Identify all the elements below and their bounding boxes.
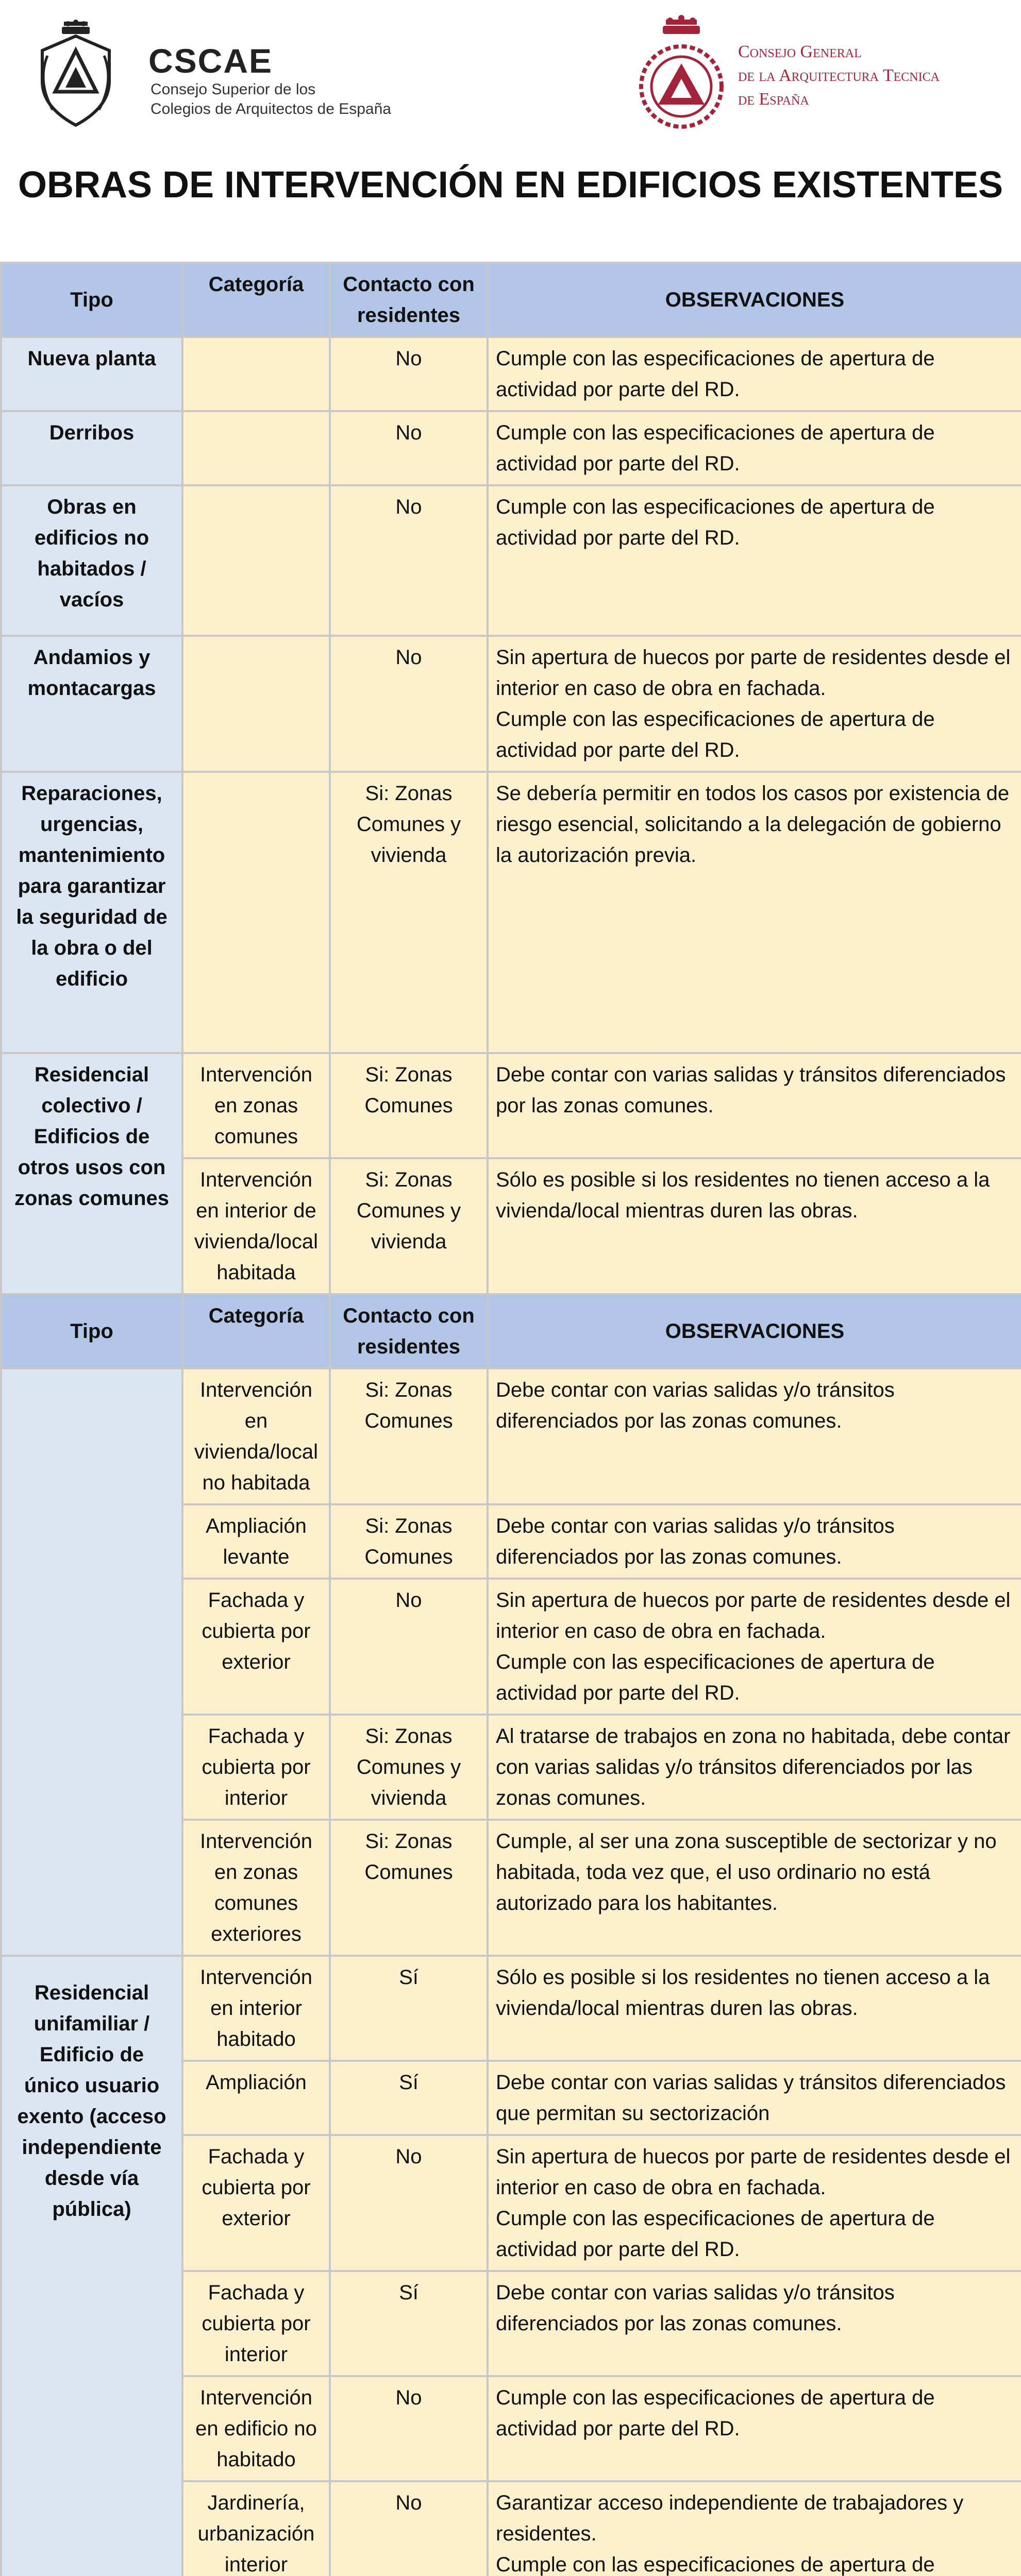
row-contacto: No <box>330 1579 488 1715</box>
observation-line: Cumple con las especificaciones de apertura de actividad por parte del RD. <box>496 2207 935 2261</box>
table-row <box>1 636 1021 772</box>
col-header-categoria: Categoría <box>182 263 330 337</box>
row-categoria <box>182 337 330 411</box>
table-header-row <box>1 263 1021 337</box>
row-observaciones: Se debería permitir en todos los casos por existencia de riesgo esencial, solicitando a la delegación de gobierno la autorización previa. <box>488 772 1021 1053</box>
row-contacto: Sí <box>330 2061 488 2135</box>
observation-line: Cumple con las especificaciones de apertura de actividad por parte del RD. <box>496 708 935 761</box>
row-categoria: Fachada y cubierta por exterior <box>182 2135 330 2271</box>
row-contacto: Sí <box>330 1956 488 2061</box>
row-categoria: Fachada y cubierta por interior <box>182 1715 330 1820</box>
row-observaciones: Cumple con las especificaciones de apertura de actividad por parte del RD. <box>488 2376 1021 2481</box>
col-header-contacto: Contacto con residentes <box>330 1294 488 1368</box>
table-row <box>1 485 1021 636</box>
row-tipo-empty <box>1 1368 182 1956</box>
row-contacto: Si: Zonas Comunes y vivienda <box>330 772 488 1053</box>
cgate-logo-text: Consejo General de la Arquitectura Tecnica de España <box>738 42 940 109</box>
table-row <box>1 1368 1021 1504</box>
row-tipo: Residencial unifamiliar / Edificio de único usuario exento (acceso independiente desde vía pública) <box>1 1956 182 2576</box>
table-header-row <box>1 1294 1021 1368</box>
row-observaciones: Cumple con las especificaciones de apertura de actividad por parte del RD. <box>488 337 1021 411</box>
row-categoria <box>182 411 330 485</box>
row-categoria: Fachada y cubierta por exterior <box>182 1579 330 1715</box>
row-observaciones: Debe contar con varias salidas y/o tránsitos diferenciados por las zonas comunes. <box>488 2271 1021 2376</box>
row-contacto: Sí <box>330 2271 488 2376</box>
col-header-observaciones: OBSERVACIONES <box>488 1294 1021 1368</box>
row-categoria: Ampliación <box>182 2061 330 2135</box>
col-header-tipo: Tipo <box>1 1294 182 1368</box>
row-categoria: Intervención en zonas comunes exteriores <box>182 1820 330 1956</box>
row-observaciones: Sólo es posible si los residentes no tienen acceso a la vivienda/local mientras duren las obras. <box>488 1158 1021 1294</box>
observation-line: Garantizar acceso independiente de trabajadores y residentes. <box>496 2492 964 2545</box>
row-observaciones: Sólo es posible si los residentes no tienen acceso a la vivienda/local mientras duren las obras. <box>488 1956 1021 2061</box>
table-row <box>1 337 1021 411</box>
row-contacto: No <box>330 485 488 636</box>
row-contacto: No <box>330 2135 488 2271</box>
row-categoria: Intervención en zonas comunes <box>182 1053 330 1158</box>
page-title: OBRAS DE INTERVENCIÓN EN EDIFICIOS EXISTENTES <box>18 164 1003 206</box>
row-observaciones: Debe contar con varias salidas y/o tránsitos diferenciados por las zonas comunes. <box>488 1504 1021 1579</box>
row-tipo: Residencial colectivo / Edificios de otros usos con zonas comunes <box>1 1053 182 1294</box>
row-contacto: Si: Zonas Comunes <box>330 1820 488 1956</box>
col-header-tipo: Tipo <box>1 263 182 337</box>
row-categoria: Intervención en vivienda/local no habitada <box>182 1368 330 1504</box>
row-contacto: Si: Zonas Comunes <box>330 1368 488 1504</box>
row-observaciones: Cumple, al ser una zona susceptible de sectorizar y no habitada, toda vez que, el uso ordinario no está autorizado para los habitantes. <box>488 1820 1021 1956</box>
row-tipo: Derribos <box>1 411 182 485</box>
row-observaciones <box>488 2481 1021 2576</box>
row-categoria: Intervención en edificio no habitado <box>182 2376 330 2481</box>
row-observaciones <box>488 636 1021 772</box>
row-observaciones: Debe contar con varias salidas y tránsitos diferenciados que permitan su sectorización <box>488 2061 1021 2135</box>
row-observaciones: Al tratarse de trabajos en zona no habitada, debe contar con varias salidas y/o tránsitos diferenciados por las zonas comunes. <box>488 1715 1021 1820</box>
row-categoria: Fachada y cubierta por interior <box>182 2271 330 2376</box>
row-categoria: Jardinería, urbanización interior <box>182 2481 330 2576</box>
row-contacto: No <box>330 337 488 411</box>
row-contacto: Si: Zonas Comunes y vivienda <box>330 1158 488 1294</box>
row-observaciones: Cumple con las especificaciones de apertura de actividad por parte del RD. <box>488 411 1021 485</box>
row-categoria: Intervención en interior habitado <box>182 1956 330 2061</box>
observation-line: Sin apertura de huecos por parte de residentes desde el interior en caso de obra en fachada. <box>496 646 1011 700</box>
col-header-contacto: Contacto con residentes <box>330 263 488 337</box>
table-row <box>1 1053 1021 1158</box>
row-contacto: No <box>330 2376 488 2481</box>
row-categoria <box>182 772 330 1053</box>
row-tipo: Andamios y montacargas <box>1 636 182 772</box>
row-categoria <box>182 485 330 636</box>
row-categoria <box>182 636 330 772</box>
observation-line: Sin apertura de huecos por parte de residentes desde el interior en caso de obra en fachada. <box>496 1589 1011 1642</box>
row-observaciones: Cumple con las especificaciones de apertura de actividad por parte del RD. <box>488 485 1021 636</box>
row-contacto: No <box>330 636 488 772</box>
row-categoria: Ampliación levante <box>182 1504 330 1579</box>
row-categoria: Intervención en interior de vivienda/local habitada <box>182 1158 330 1294</box>
col-header-categoria: Categoría <box>182 1294 330 1368</box>
table-row <box>1 772 1021 1053</box>
interventions-table <box>0 262 1021 2576</box>
row-observaciones: Debe contar con varias salidas y/o tránsitos diferenciados por las zonas comunes. <box>488 1368 1021 1504</box>
cgate-seal-logo <box>630 14 733 133</box>
observation-line: Cumple con las especificaciones de apertura de actividad por parte del RD. <box>496 1651 935 1704</box>
observation-line: Cumple con las especificaciones de apertura de <box>496 2553 935 2576</box>
row-contacto: Si: Zonas Comunes <box>330 1053 488 1158</box>
row-observaciones: Debe contar con varias salidas y tránsitos diferenciados por las zonas comunes. <box>488 1053 1021 1158</box>
cscae-logo-name: CSCAE <box>148 42 273 80</box>
row-contacto: Si: Zonas Comunes y vivienda <box>330 1715 488 1820</box>
row-contacto: No <box>330 2481 488 2576</box>
row-tipo: Nueva planta <box>1 337 182 411</box>
row-contacto: No <box>330 411 488 485</box>
table-row <box>1 1956 1021 2061</box>
row-tipo: Reparaciones, urgencias, mantenimiento para garantizar la seguridad de la obra o del edificio <box>1 772 182 1053</box>
observation-line: Sin apertura de huecos por parte de residentes desde el interior en caso de obra en fachada. <box>496 2145 1011 2199</box>
table-row <box>1 411 1021 485</box>
row-tipo: Obras en edificios no habitados / vacíos <box>1 485 182 636</box>
row-contacto: Si: Zonas Comunes <box>330 1504 488 1579</box>
document-header <box>0 0 1021 155</box>
cscae-seal-logo <box>32 20 120 128</box>
row-observaciones <box>488 2135 1021 2271</box>
row-observaciones <box>488 1579 1021 1715</box>
col-header-observaciones: OBSERVACIONES <box>488 263 1021 337</box>
cscae-logo-subtitle: Consejo Superior de los Colegios de Arquitectos de España <box>150 81 391 117</box>
